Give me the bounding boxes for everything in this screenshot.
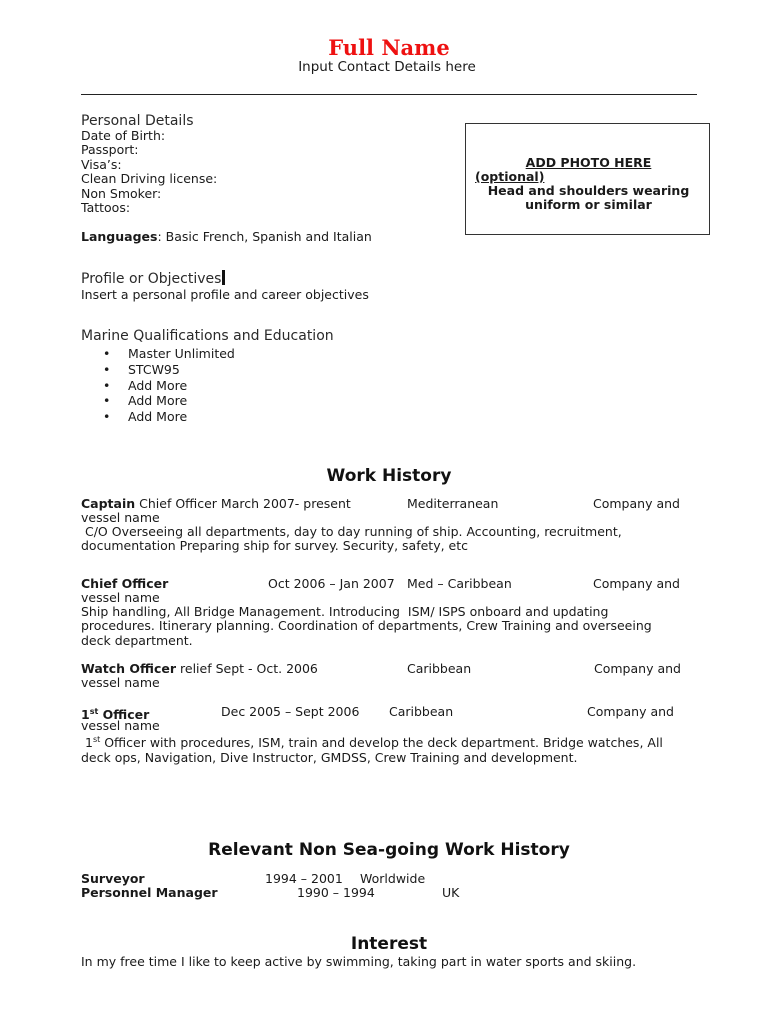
job-title: Officer <box>98 707 150 723</box>
qualification-text: Add More <box>128 377 188 393</box>
job-dates: Chief Officer March 2007- present <box>135 496 351 511</box>
job-location: Caribbean <box>389 704 454 719</box>
bullet-icon: • <box>103 409 111 425</box>
bullet-icon: • <box>103 393 111 409</box>
field-non-smoker: Non Smoker: <box>81 185 162 201</box>
field-driving-license: Clean Driving license: <box>81 171 218 187</box>
field-passport: Passport: <box>81 142 139 158</box>
profile-text: Insert a personal profile and career objectives <box>81 287 369 302</box>
field-tattoos: Tattoos: <box>81 200 131 216</box>
description-line: deck ops, Navigation, Dive Instructor, GMDSS, Crew Training and development. <box>81 749 578 765</box>
job-title-suffix: st <box>89 707 99 716</box>
qualification-text: Add More <box>128 409 188 425</box>
header-divider <box>81 94 697 95</box>
list-item <box>81 362 235 378</box>
description-line <box>81 733 663 751</box>
non-sea-years: 1994 – 2001 <box>265 871 343 886</box>
list-item <box>81 346 235 362</box>
photo-line-3: Head and shoulders wearing <box>487 183 690 198</box>
list-item <box>81 378 235 394</box>
qualification-text: Master Unlimited <box>128 346 235 361</box>
job-description <box>81 605 652 648</box>
description-text: Officer with procedures, ISM, train and develop the deck department. Bridge watches, All <box>100 735 663 751</box>
bullet-icon: • <box>103 361 111 377</box>
photo-placeholder[interactable] <box>465 123 710 235</box>
job-dates: Oct 2006 – Jan 2007 <box>268 576 395 591</box>
job-title: Watch Officer <box>81 661 177 676</box>
job-description <box>81 525 622 554</box>
description-line: C/O Overseeing all departments, day to day running of ship. Accounting, recruitment, <box>81 524 622 539</box>
job-company: Company and <box>593 576 680 591</box>
photo-line-1: ADD PHOTO HERE <box>525 155 652 170</box>
job-title-number: 1 <box>81 707 90 723</box>
bullet-icon: • <box>103 346 111 361</box>
photo-line-2: (optional) <box>475 169 545 184</box>
personal-details-fields <box>81 129 217 215</box>
job-dates: Dec 2005 – Sept 2006 <box>221 704 360 719</box>
languages-line <box>81 229 372 244</box>
non-sea-years: 1990 – 1994 <box>297 885 375 900</box>
list-item <box>81 393 235 409</box>
description-line: Ship handling, All Bridge Management. Introducing ISM/ ISPS onboard and updating <box>81 604 609 619</box>
job-company: Company and <box>593 496 680 511</box>
non-sea-place: Worldwide <box>360 871 426 886</box>
job-vessel: vessel name <box>81 510 160 525</box>
non-sea-place: UK <box>442 885 460 900</box>
job-vessel: vessel name <box>81 718 160 733</box>
non-sea-role: Personnel Manager <box>81 885 218 900</box>
qualifications-list <box>81 346 235 425</box>
text-cursor <box>222 270 225 285</box>
interest-heading: Interest <box>350 934 428 954</box>
profile-heading-text: Profile or Objectives <box>81 271 222 287</box>
description-number: 1 <box>81 735 93 751</box>
description-line: deck department. <box>81 632 193 648</box>
job-company: Company and <box>587 704 674 719</box>
personal-details-heading: Personal Details <box>81 113 194 129</box>
job-location: Med – Caribbean <box>407 576 512 591</box>
job-vessel: vessel name <box>81 590 160 605</box>
job-location: Mediterranean <box>407 496 499 511</box>
description-suffix: st <box>92 735 101 744</box>
description-line: procedures. Itinerary planning. Coordination of departments, Crew Training and overseeing <box>81 618 652 634</box>
photo-line-4: uniform or similar <box>525 197 652 212</box>
field-date-of-birth: Date of Birth: <box>81 128 166 143</box>
list-item <box>81 409 235 425</box>
job-location: Caribbean <box>407 661 472 676</box>
full-name-heading: Full Name <box>328 35 450 60</box>
contact-details: Input Contact Details here <box>298 59 476 75</box>
languages-value: : Basic French, Spanish and Italian <box>157 229 372 244</box>
field-visas: Visa’s: <box>81 156 122 172</box>
languages-label: Languages <box>81 229 158 244</box>
qualifications-heading: Marine Qualifications and Education <box>81 328 334 344</box>
profile-heading <box>81 270 225 287</box>
qualification-text: STCW95 <box>128 361 180 377</box>
job-description <box>81 733 663 765</box>
qualification-text: Add More <box>128 393 188 409</box>
bullet-icon: • <box>103 377 111 393</box>
job-dates: relief Sept - Oct. 2006 <box>176 661 318 676</box>
non-sea-role: Surveyor <box>81 871 145 886</box>
description-line: documentation Preparing ship for survey. Security, safety, etc <box>81 538 469 554</box>
work-history-heading: Work History <box>326 466 452 486</box>
job-title: Captain <box>81 496 136 511</box>
job-company: Company and <box>594 661 681 676</box>
job-vessel: vessel name <box>81 675 160 690</box>
interest-text: In my free time I like to keep active by swimming, taking part in water sports and skiing. <box>81 954 637 969</box>
non-sea-heading: Relevant Non Sea-going Work History <box>208 840 570 860</box>
job-chief-officer-title: Chief Officer <box>81 576 169 591</box>
